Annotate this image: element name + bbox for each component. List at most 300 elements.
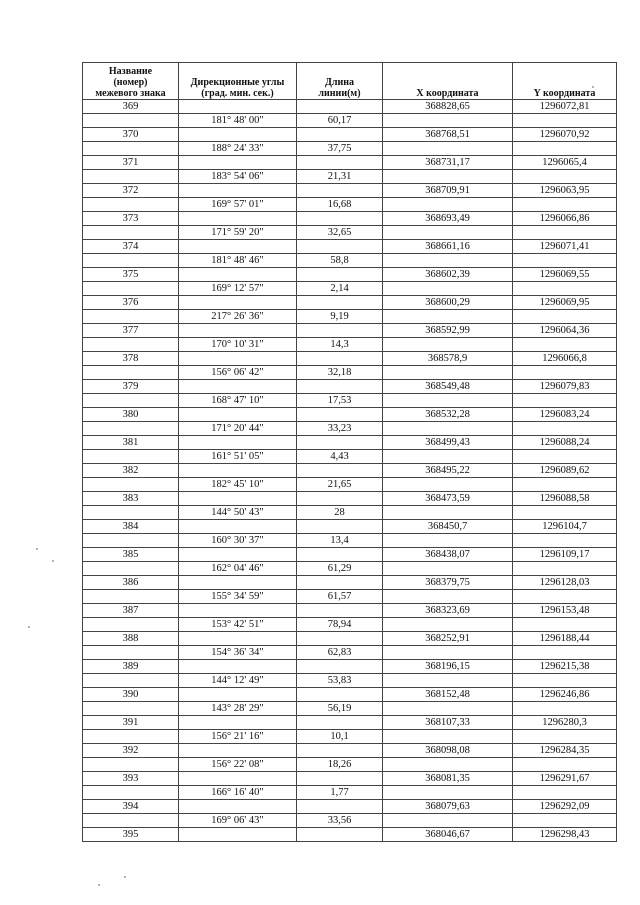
x-coordinate-cell: 368152,48 bbox=[383, 688, 513, 702]
y-coordinate-cell-empty bbox=[513, 758, 617, 772]
line-length-cell: 13,4 bbox=[297, 534, 383, 548]
x-coordinate-cell: 368079,63 bbox=[383, 800, 513, 814]
y-coordinate-cell-empty bbox=[513, 674, 617, 688]
segment-row bbox=[83, 226, 617, 240]
line-length-cell: 58,8 bbox=[297, 254, 383, 268]
direction-angle-cell: 155° 34' 59" bbox=[179, 590, 297, 604]
direction-angle-cell: 181° 48' 00" bbox=[179, 114, 297, 128]
angle-cell-empty bbox=[179, 548, 297, 562]
y-coordinate-cell-empty bbox=[513, 786, 617, 800]
line-length-cell: 14,3 bbox=[297, 338, 383, 352]
scan-speck bbox=[52, 560, 54, 562]
line-length-cell: 4,43 bbox=[297, 450, 383, 464]
line-length-cell: 18,26 bbox=[297, 758, 383, 772]
point-name-cell: 375 bbox=[83, 268, 179, 282]
point-name-cell: 387 bbox=[83, 604, 179, 618]
direction-angle-cell: 156° 06' 42" bbox=[179, 366, 297, 380]
segment-row bbox=[83, 114, 617, 128]
point-name-cell-empty bbox=[83, 170, 179, 184]
length-cell-empty bbox=[297, 128, 383, 142]
point-name-cell-empty bbox=[83, 338, 179, 352]
point-row bbox=[83, 548, 617, 562]
point-row bbox=[83, 408, 617, 422]
segment-row bbox=[83, 590, 617, 604]
angle-cell-empty bbox=[179, 604, 297, 618]
point-name-cell-empty bbox=[83, 506, 179, 520]
x-coordinate-cell: 368379,75 bbox=[383, 576, 513, 590]
scan-speck bbox=[98, 884, 100, 886]
direction-angle-cell: 162° 04' 46" bbox=[179, 562, 297, 576]
y-coordinate-cell-empty bbox=[513, 534, 617, 548]
x-coordinate-cell: 368600,29 bbox=[383, 296, 513, 310]
segment-row bbox=[83, 534, 617, 548]
y-coordinate-cell: 1296063,95 bbox=[513, 184, 617, 198]
direction-angle-cell: 169° 57' 01" bbox=[179, 198, 297, 212]
x-coordinate-cell: 368046,67 bbox=[383, 828, 513, 842]
point-name-cell: 372 bbox=[83, 184, 179, 198]
point-row bbox=[83, 100, 617, 114]
segment-row bbox=[83, 618, 617, 632]
point-name-cell: 388 bbox=[83, 632, 179, 646]
point-name-cell-empty bbox=[83, 450, 179, 464]
length-cell-empty bbox=[297, 800, 383, 814]
y-coordinate-cell-empty bbox=[513, 618, 617, 632]
point-row bbox=[83, 660, 617, 674]
angle-cell-empty bbox=[179, 156, 297, 170]
y-coordinate-cell: 1296088,24 bbox=[513, 436, 617, 450]
y-coordinate-cell: 1296246,86 bbox=[513, 688, 617, 702]
point-name-cell: 373 bbox=[83, 212, 179, 226]
y-coordinate-cell-empty bbox=[513, 814, 617, 828]
segment-row bbox=[83, 786, 617, 800]
point-name-cell-empty bbox=[83, 422, 179, 436]
point-row bbox=[83, 352, 617, 366]
y-coordinate-cell: 1296071,41 bbox=[513, 240, 617, 254]
segment-row bbox=[83, 814, 617, 828]
table-body bbox=[83, 100, 617, 842]
x-coordinate-cell: 368602,39 bbox=[383, 268, 513, 282]
y-coordinate-cell-empty bbox=[513, 702, 617, 716]
direction-angle-cell: 182° 45' 10" bbox=[179, 478, 297, 492]
line-length-cell: 21,31 bbox=[297, 170, 383, 184]
segment-row bbox=[83, 450, 617, 464]
x-coordinate-cell-empty bbox=[383, 394, 513, 408]
line-length-cell: 9,19 bbox=[297, 310, 383, 324]
x-coordinate-cell-empty bbox=[383, 534, 513, 548]
length-cell-empty bbox=[297, 268, 383, 282]
x-coordinate-cell-empty bbox=[383, 142, 513, 156]
point-row bbox=[83, 464, 617, 478]
x-coordinate-cell: 368661,16 bbox=[383, 240, 513, 254]
direction-angle-cell: 217° 26' 36" bbox=[179, 310, 297, 324]
y-coordinate-cell: 1296109,17 bbox=[513, 548, 617, 562]
angle-cell-empty bbox=[179, 800, 297, 814]
x-coordinate-cell: 368592,99 bbox=[383, 324, 513, 338]
point-name-cell: 376 bbox=[83, 296, 179, 310]
angle-cell-empty bbox=[179, 576, 297, 590]
x-coordinate-cell-empty bbox=[383, 478, 513, 492]
x-coordinate-cell-empty bbox=[383, 506, 513, 520]
y-coordinate-cell: 1296291,67 bbox=[513, 772, 617, 786]
scan-speck bbox=[28, 626, 30, 628]
angle-cell-empty bbox=[179, 296, 297, 310]
y-coordinate-cell-empty bbox=[513, 394, 617, 408]
point-name-cell: 371 bbox=[83, 156, 179, 170]
point-row bbox=[83, 688, 617, 702]
line-length-cell: 56,19 bbox=[297, 702, 383, 716]
point-name-cell: 379 bbox=[83, 380, 179, 394]
x-coordinate-cell-empty bbox=[383, 814, 513, 828]
line-length-cell: 32,65 bbox=[297, 226, 383, 240]
point-row bbox=[83, 492, 617, 506]
angle-cell-empty bbox=[179, 632, 297, 646]
line-length-cell: 33,23 bbox=[297, 422, 383, 436]
line-length-cell: 17,53 bbox=[297, 394, 383, 408]
point-row bbox=[83, 436, 617, 450]
x-coordinate-cell-empty bbox=[383, 702, 513, 716]
angle-cell-empty bbox=[179, 828, 297, 842]
y-coordinate-cell-empty bbox=[513, 170, 617, 184]
point-name-cell-empty bbox=[83, 282, 179, 296]
point-name-cell: 381 bbox=[83, 436, 179, 450]
y-coordinate-cell: 1296215,38 bbox=[513, 660, 617, 674]
y-coordinate-cell: 1296284,35 bbox=[513, 744, 617, 758]
point-row bbox=[83, 800, 617, 814]
direction-angle-cell: 153° 42' 51" bbox=[179, 618, 297, 632]
direction-angle-cell: 144° 12' 49" bbox=[179, 674, 297, 688]
length-cell-empty bbox=[297, 772, 383, 786]
line-length-cell: 16,68 bbox=[297, 198, 383, 212]
length-cell-empty bbox=[297, 156, 383, 170]
point-name-cell-empty bbox=[83, 562, 179, 576]
x-coordinate-cell-empty bbox=[383, 254, 513, 268]
angle-cell-empty bbox=[179, 744, 297, 758]
segment-row bbox=[83, 338, 617, 352]
angle-cell-empty bbox=[179, 240, 297, 254]
x-coordinate-cell: 368107,33 bbox=[383, 716, 513, 730]
x-coordinate-cell-empty bbox=[383, 730, 513, 744]
direction-angle-cell: 171° 59' 20" bbox=[179, 226, 297, 240]
length-cell-empty bbox=[297, 520, 383, 534]
segment-row bbox=[83, 506, 617, 520]
y-coordinate-cell-empty bbox=[513, 198, 617, 212]
point-row bbox=[83, 604, 617, 618]
y-coordinate-cell-empty bbox=[513, 646, 617, 660]
x-coordinate-cell: 368252,91 bbox=[383, 632, 513, 646]
point-name-cell: 380 bbox=[83, 408, 179, 422]
y-coordinate-cell: 1296188,44 bbox=[513, 632, 617, 646]
point-row bbox=[83, 576, 617, 590]
direction-angle-cell: 171° 20' 44" bbox=[179, 422, 297, 436]
header-point-name: Название (номер) межевого знака bbox=[83, 63, 179, 100]
length-cell-empty bbox=[297, 184, 383, 198]
line-length-cell: 21,65 bbox=[297, 478, 383, 492]
point-name-cell: 392 bbox=[83, 744, 179, 758]
header-line-length: Длина линии(м) bbox=[297, 63, 383, 100]
point-row bbox=[83, 520, 617, 534]
angle-cell-empty bbox=[179, 408, 297, 422]
x-coordinate-cell-empty bbox=[383, 170, 513, 184]
angle-cell-empty bbox=[179, 464, 297, 478]
length-cell-empty bbox=[297, 492, 383, 506]
angle-cell-empty bbox=[179, 128, 297, 142]
point-name-cell: 394 bbox=[83, 800, 179, 814]
angle-cell-empty bbox=[179, 268, 297, 282]
y-coordinate-cell: 1296104,7 bbox=[513, 520, 617, 534]
x-coordinate-cell: 368532,28 bbox=[383, 408, 513, 422]
length-cell-empty bbox=[297, 604, 383, 618]
direction-angle-cell: 183° 54' 06" bbox=[179, 170, 297, 184]
y-coordinate-cell: 1296153,48 bbox=[513, 604, 617, 618]
length-cell-empty bbox=[297, 100, 383, 114]
angle-cell-empty bbox=[179, 212, 297, 226]
y-coordinate-cell-empty bbox=[513, 562, 617, 576]
angle-cell-empty bbox=[179, 772, 297, 786]
length-cell-empty bbox=[297, 240, 383, 254]
angle-cell-empty bbox=[179, 100, 297, 114]
length-cell-empty bbox=[297, 464, 383, 478]
y-coordinate-cell: 1296128,03 bbox=[513, 576, 617, 590]
x-coordinate-cell-empty bbox=[383, 590, 513, 604]
table-header-row bbox=[83, 63, 617, 100]
header-y-coordinate: Y координата bbox=[513, 63, 617, 100]
point-name-cell: 369 bbox=[83, 100, 179, 114]
point-name-cell: 390 bbox=[83, 688, 179, 702]
y-coordinate-cell-empty bbox=[513, 590, 617, 604]
point-name-cell-empty bbox=[83, 646, 179, 660]
length-cell-empty bbox=[297, 632, 383, 646]
point-row bbox=[83, 184, 617, 198]
y-coordinate-cell: 1296066,8 bbox=[513, 352, 617, 366]
x-coordinate-cell-empty bbox=[383, 618, 513, 632]
x-coordinate-cell: 368450,7 bbox=[383, 520, 513, 534]
y-coordinate-cell: 1296069,95 bbox=[513, 296, 617, 310]
length-cell-empty bbox=[297, 660, 383, 674]
direction-angle-cell: 161° 51' 05" bbox=[179, 450, 297, 464]
length-cell-empty bbox=[297, 436, 383, 450]
x-coordinate-cell-empty bbox=[383, 198, 513, 212]
segment-row bbox=[83, 142, 617, 156]
length-cell-empty bbox=[297, 688, 383, 702]
angle-cell-empty bbox=[179, 324, 297, 338]
x-coordinate-cell-empty bbox=[383, 114, 513, 128]
header-x-coordinate: X координата bbox=[383, 63, 513, 100]
header-direction-angle: Дирекционные углы (град. мин. сек.) bbox=[179, 63, 297, 100]
y-coordinate-cell-empty bbox=[513, 730, 617, 744]
segment-row bbox=[83, 170, 617, 184]
direction-angle-cell: 169° 06' 43" bbox=[179, 814, 297, 828]
x-coordinate-cell-empty bbox=[383, 786, 513, 800]
x-coordinate-cell: 368081,35 bbox=[383, 772, 513, 786]
segment-row bbox=[83, 674, 617, 688]
length-cell-empty bbox=[297, 324, 383, 338]
segment-row bbox=[83, 646, 617, 660]
point-name-cell: 382 bbox=[83, 464, 179, 478]
x-coordinate-cell: 368578,9 bbox=[383, 352, 513, 366]
direction-angle-cell: 143° 28' 29" bbox=[179, 702, 297, 716]
point-name-cell-empty bbox=[83, 786, 179, 800]
length-cell-empty bbox=[297, 352, 383, 366]
length-cell-empty bbox=[297, 380, 383, 394]
x-coordinate-cell: 368499,43 bbox=[383, 436, 513, 450]
y-coordinate-cell: 1296079,83 bbox=[513, 380, 617, 394]
point-name-cell: 370 bbox=[83, 128, 179, 142]
angle-cell-empty bbox=[179, 492, 297, 506]
x-coordinate-cell: 368731,17 bbox=[383, 156, 513, 170]
x-coordinate-cell-empty bbox=[383, 338, 513, 352]
x-coordinate-cell: 368196,15 bbox=[383, 660, 513, 674]
direction-angle-cell: 168° 47' 10" bbox=[179, 394, 297, 408]
x-coordinate-cell: 368828,65 bbox=[383, 100, 513, 114]
direction-angle-cell: 160° 30' 37" bbox=[179, 534, 297, 548]
segment-row bbox=[83, 310, 617, 324]
direction-angle-cell: 144° 50' 43" bbox=[179, 506, 297, 520]
direction-angle-cell: 156° 22' 08" bbox=[179, 758, 297, 772]
point-row bbox=[83, 828, 617, 842]
y-coordinate-cell: 1296066,86 bbox=[513, 212, 617, 226]
point-name-cell-empty bbox=[83, 366, 179, 380]
y-coordinate-cell: 1296089,62 bbox=[513, 464, 617, 478]
angle-cell-empty bbox=[179, 352, 297, 366]
y-coordinate-cell: 1296292,09 bbox=[513, 800, 617, 814]
scan-speck bbox=[36, 548, 38, 550]
length-cell-empty bbox=[297, 716, 383, 730]
x-coordinate-cell-empty bbox=[383, 450, 513, 464]
point-row bbox=[83, 380, 617, 394]
angle-cell-empty bbox=[179, 184, 297, 198]
direction-angle-cell: 156° 21' 16" bbox=[179, 730, 297, 744]
direction-angle-cell: 188° 24' 33" bbox=[179, 142, 297, 156]
scan-speck bbox=[124, 876, 126, 878]
point-name-cell: 374 bbox=[83, 240, 179, 254]
x-coordinate-cell-empty bbox=[383, 562, 513, 576]
point-name-cell-empty bbox=[83, 114, 179, 128]
point-name-cell-empty bbox=[83, 394, 179, 408]
line-length-cell: 60,17 bbox=[297, 114, 383, 128]
y-coordinate-cell: 1296280,3 bbox=[513, 716, 617, 730]
length-cell-empty bbox=[297, 576, 383, 590]
length-cell-empty bbox=[297, 212, 383, 226]
point-name-cell: 383 bbox=[83, 492, 179, 506]
x-coordinate-cell: 368098,08 bbox=[383, 744, 513, 758]
point-row bbox=[83, 772, 617, 786]
point-name-cell-empty bbox=[83, 534, 179, 548]
point-name-cell: 391 bbox=[83, 716, 179, 730]
y-coordinate-cell: 1296298,43 bbox=[513, 828, 617, 842]
point-name-cell-empty bbox=[83, 142, 179, 156]
x-coordinate-cell: 368323,69 bbox=[383, 604, 513, 618]
line-length-cell: 61,29 bbox=[297, 562, 383, 576]
y-coordinate-cell-empty bbox=[513, 226, 617, 240]
length-cell-empty bbox=[297, 548, 383, 562]
segment-row bbox=[83, 702, 617, 716]
length-cell-empty bbox=[297, 296, 383, 310]
y-coordinate-cell: 1296064,36 bbox=[513, 324, 617, 338]
point-row bbox=[83, 744, 617, 758]
point-name-cell-empty bbox=[83, 198, 179, 212]
point-name-cell-empty bbox=[83, 674, 179, 688]
segment-row bbox=[83, 394, 617, 408]
y-coordinate-cell-empty bbox=[513, 450, 617, 464]
y-coordinate-cell: 1296069,55 bbox=[513, 268, 617, 282]
length-cell-empty bbox=[297, 828, 383, 842]
point-row bbox=[83, 268, 617, 282]
y-coordinate-cell-empty bbox=[513, 142, 617, 156]
x-coordinate-cell: 368495,22 bbox=[383, 464, 513, 478]
direction-angle-cell: 166° 16' 40" bbox=[179, 786, 297, 800]
point-name-cell: 395 bbox=[83, 828, 179, 842]
point-row bbox=[83, 212, 617, 226]
point-name-cell: 377 bbox=[83, 324, 179, 338]
y-coordinate-cell: 1296072,81 bbox=[513, 100, 617, 114]
x-coordinate-cell-empty bbox=[383, 282, 513, 296]
point-row bbox=[83, 716, 617, 730]
angle-cell-empty bbox=[179, 660, 297, 674]
point-name-cell-empty bbox=[83, 226, 179, 240]
direction-angle-cell: 181° 48' 46" bbox=[179, 254, 297, 268]
segment-row bbox=[83, 478, 617, 492]
segment-row bbox=[83, 562, 617, 576]
segment-row bbox=[83, 366, 617, 380]
line-length-cell: 1,77 bbox=[297, 786, 383, 800]
x-coordinate-cell: 368693,49 bbox=[383, 212, 513, 226]
y-coordinate-cell: 1296065,4 bbox=[513, 156, 617, 170]
line-length-cell: 53,83 bbox=[297, 674, 383, 688]
angle-cell-empty bbox=[179, 436, 297, 450]
y-coordinate-cell-empty bbox=[513, 478, 617, 492]
x-coordinate-cell-empty bbox=[383, 226, 513, 240]
x-coordinate-cell: 368473,59 bbox=[383, 492, 513, 506]
y-coordinate-cell-empty bbox=[513, 310, 617, 324]
direction-angle-cell: 154° 36' 34" bbox=[179, 646, 297, 660]
line-length-cell: 62,83 bbox=[297, 646, 383, 660]
segment-row bbox=[83, 758, 617, 772]
point-name-cell: 389 bbox=[83, 660, 179, 674]
segment-row bbox=[83, 730, 617, 744]
x-coordinate-cell-empty bbox=[383, 422, 513, 436]
x-coordinate-cell: 368438,07 bbox=[383, 548, 513, 562]
line-length-cell: 2,14 bbox=[297, 282, 383, 296]
x-coordinate-cell-empty bbox=[383, 674, 513, 688]
point-name-cell-empty bbox=[83, 254, 179, 268]
y-coordinate-cell-empty bbox=[513, 366, 617, 380]
scan-speck bbox=[592, 86, 594, 88]
direction-angle-cell: 170° 10' 31" bbox=[179, 338, 297, 352]
segment-row bbox=[83, 422, 617, 436]
line-length-cell: 37,75 bbox=[297, 142, 383, 156]
x-coordinate-cell: 368549,48 bbox=[383, 380, 513, 394]
y-coordinate-cell-empty bbox=[513, 114, 617, 128]
segment-row bbox=[83, 254, 617, 268]
point-name-cell-empty bbox=[83, 310, 179, 324]
point-name-cell: 384 bbox=[83, 520, 179, 534]
line-length-cell: 78,94 bbox=[297, 618, 383, 632]
segment-row bbox=[83, 198, 617, 212]
angle-cell-empty bbox=[179, 716, 297, 730]
segment-row bbox=[83, 282, 617, 296]
angle-cell-empty bbox=[179, 688, 297, 702]
length-cell-empty bbox=[297, 408, 383, 422]
point-row bbox=[83, 128, 617, 142]
x-coordinate-cell-empty bbox=[383, 758, 513, 772]
point-name-cell-empty bbox=[83, 702, 179, 716]
length-cell-empty bbox=[297, 744, 383, 758]
point-name-cell-empty bbox=[83, 618, 179, 632]
y-coordinate-cell: 1296088,58 bbox=[513, 492, 617, 506]
line-length-cell: 61,57 bbox=[297, 590, 383, 604]
point-row bbox=[83, 632, 617, 646]
y-coordinate-cell-empty bbox=[513, 282, 617, 296]
